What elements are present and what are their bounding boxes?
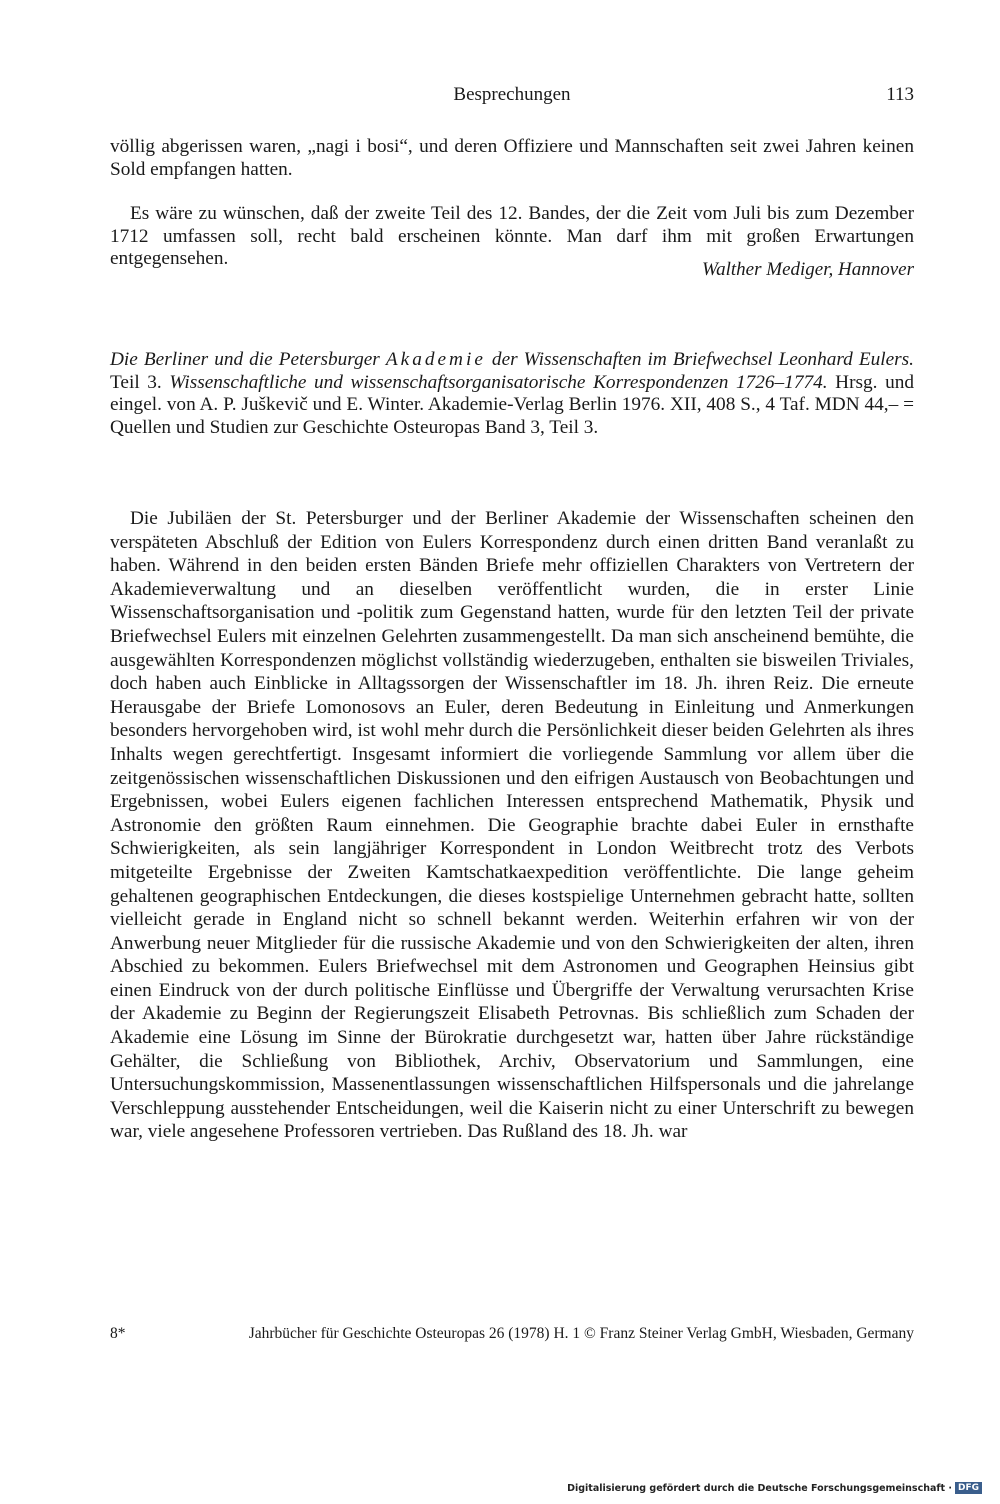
paragraph-continuation: völlig abgerissen waren, „nagi i bosi“, und deren Offiziere und Mannschaften seit zwei Jahren keinen Sold empfangen hatten. bbox=[110, 136, 914, 180]
page-footer bbox=[110, 1325, 914, 1343]
dfg-logo-icon: DFG bbox=[955, 1482, 982, 1494]
biblio-title-part2: der Wissenschaften im Briefwechsel Leonhard Eulers. bbox=[485, 349, 914, 370]
journal-citation: Jahrbücher für Geschichte Osteuropas 26 (1978) H. 1 © Franz Steiner Verlag GmbH, Wiesbaden, Germany bbox=[248, 1325, 914, 1342]
running-header bbox=[110, 84, 914, 114]
biblio-title-spaced: Akademie bbox=[385, 349, 486, 370]
review-body: Die Jubiläen der St. Petersburger und der Berliner Akademie der Wissenschaften scheinen den verspäteten Abschluß der Edition von Eulers Korrespondenz durch einen dritten Band veranlaßt zu haben. Während in den beiden ersten Bänden Briefe mehr offiziellen Charakters von Vertretern der Akademieverwaltung und an dieselben veröffentlicht wurden, die in erster Linie Wissenschaftsorganisation und -politik zum Gegenstand hatten, wurde für den letzten Teil der private Briefwechsel Eulers mit einzelnen Gelehrten zusammengestellt. Da man sich anscheinend bemühte, die ausgewählten Korrespondenzen möglichst vollständig wiederzugeben, enthalten sie bisweilen Triviales, doch haben auch Einblicke in Alltagssorgen der Wissenschaftler im 18. Jh. ihren Reiz. Die erneute Herausgabe der Briefe Lomonosovs an Euler, deren Bedeutung in Einleitung und Anmerkungen besonders hervorgehoben wird, ist wohl mehr durch die Persönlichkeit dieser beiden Gelehrten als ihres Inhalts wegen gerechtfertigt. Insgesamt informiert die vorliegende Sammlung vor allem über die zeitgenössischen wissenschaftlichen Diskussionen und den eifrigen Austausch von Beobachtungen und Ergebnissen, wobei Eulers eigenen fachlichen Interessen entsprechend Mathematik, Physik und Astronomie den größten Raum einnehmen. Die Geographie brachte dabei Euler in ernsthafte Schwierigkeiten, als sein langjähriger Korrespondent in London Weitbrecht trotz des Verbots mitgeteilte Ergebnisse der Zweiten Kamtschatkaexpedition veröffentlichte. Die lange geheim gehaltenen geographischen Entdeckungen, die dieses kostspielige Unternehmen gebracht hatte, sollten vielleicht gerade in England nicht so schnell bekannt werden. Weiterhin erfahren wir von der Anwerbung neuer Mitglieder für die russische Akademie und von den Schwierigkeiten der alten, ihren Abschied zu bekommen. Eulers Briefwechsel mit dem Astronomen und Geographen Heinsius gibt einen Eindruck von der durch politische Einflüsse und Übergriffe der Verwaltung verursachten Krise der Akademie zu Beginn der Regierungszeit Elisabeth Petrovnas. Bis schließlich zum Schaden der Akademie eine Lösung im Sinne der Bürokratie durchgesetzt war, hatten über Jahre rückständige Gehälter, die Schließung von Bibliothek, Archiv, Observatorium und Sammlungen, eine Untersuchungskommission, Massenentlassungen wissenschaftlichen Hilfspersonals und die jahrelange Verschleppung ausstehender Entscheidungen, weil die Kaiserin nicht zu einer Unterschrift zu bewegen war, viele angesehene Professoren vertrieben. Das Rußland des 18. Jh. war bbox=[110, 508, 914, 1143]
bibliographic-entry bbox=[110, 349, 914, 439]
dfg-funding-notice bbox=[567, 1482, 982, 1494]
reviewer-signature: Walther Mediger, Hannover bbox=[702, 259, 914, 280]
biblio-part-number: Teil 3. bbox=[110, 371, 170, 393]
biblio-subtitle: Wissenschaftliche und wissenschaftsorganisatorische Korrespondenzen 1726–1774. bbox=[169, 371, 828, 393]
header-title: Besprechungen bbox=[453, 84, 571, 105]
page-number: 113 bbox=[886, 84, 914, 105]
biblio-publication-details: Hrsg. und eingel. von A. P. Juškevič und E. Winter. Akademie-Verlag Berlin 1976. XII, 408 S., 4 Taf. MDN 44,– = Quellen und Studien zur Geschichte Osteuropas Band 3, Teil 3. bbox=[110, 371, 914, 438]
dfg-notice-text: Digitalisierung gefördert durch die Deutsche Forschungsgemeinschaft · bbox=[567, 1482, 952, 1494]
signature-mark: 8* bbox=[110, 1325, 126, 1342]
paragraph-closing-text: Es wäre zu wünschen, daß der zweite Teil des 12. Bandes, der die Zeit vom Juli bis zum Dezember 1712 umfassen soll, recht bald erscheinen könnte. Man darf ihm mit großen Erwartungen entgegensehen. bbox=[110, 203, 914, 270]
biblio-title-part1: Die Berliner und die Petersburger bbox=[110, 349, 386, 370]
